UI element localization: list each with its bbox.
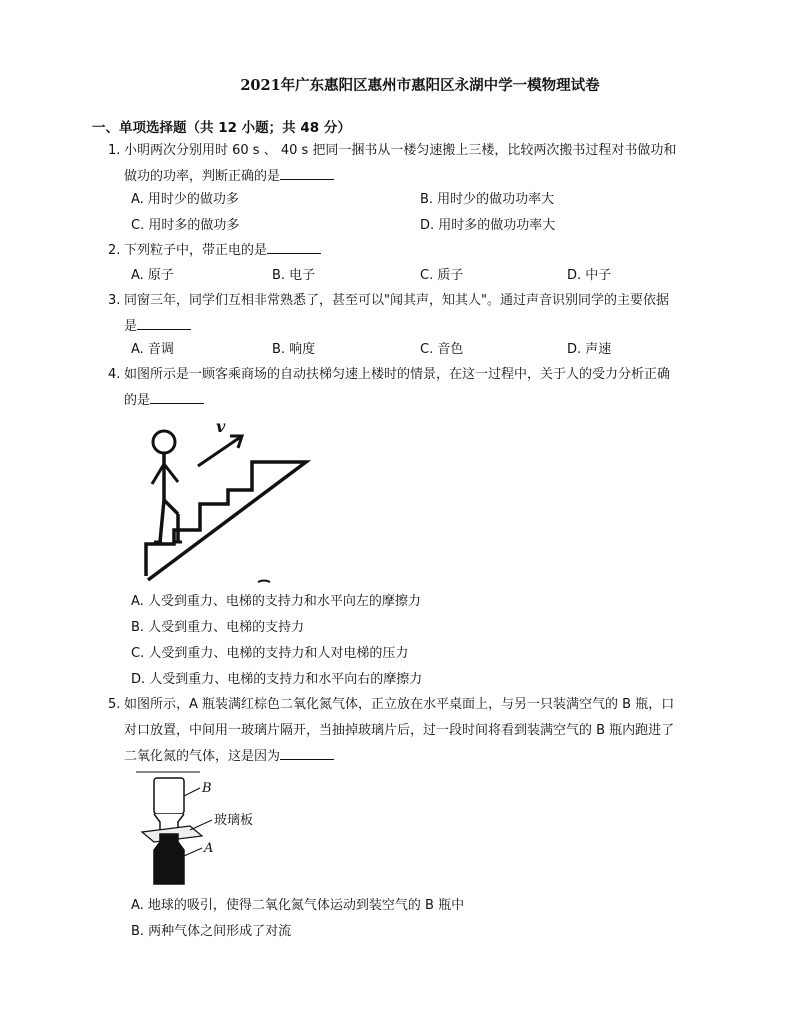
section-title: 一、单项选择题（共 12 小题；共 48 分） xyxy=(92,120,351,136)
option-a[interactable]: A. 音调 xyxy=(131,342,174,357)
option-d[interactable]: D. 用时多的做功功率大 xyxy=(420,218,556,233)
option-b[interactable]: B. 响度 xyxy=(272,342,316,357)
question-text: 同窗三年，同学们互相非常熟悉了，甚至可以"闻其声，知其人"。通过声音识别同学的主要依据 xyxy=(124,293,669,308)
question-text: 小明两次分别用时 60 s 、 40 s 把同一捆书从一楼匀速搬上三楼，比较两次搬书过程对书做功和 xyxy=(124,143,677,158)
option-a[interactable]: A. 用时少的做功多 xyxy=(131,192,239,207)
question-number: 5. xyxy=(108,697,121,712)
escalator-figure xyxy=(138,418,313,586)
answer-blank xyxy=(137,315,191,330)
option-b[interactable]: B. 用时少的做功功率大 xyxy=(420,192,555,207)
gas-bottles-figure xyxy=(128,766,278,888)
option-c[interactable]: C. 用时多的做功多 xyxy=(131,218,240,233)
question-number: 1. xyxy=(108,143,121,158)
option-a[interactable]: A. 人受到重力、电梯的支持力和水平向左的摩擦力 xyxy=(131,594,421,609)
question-1 xyxy=(108,138,708,190)
question-text: 下列粒子中，带正电的是 xyxy=(124,243,268,258)
option-b[interactable]: B. 人受到重力、电梯的支持力 xyxy=(131,620,305,635)
page-title: 2021年广东惠阳区惠州市惠阳区永湖中学一模物理试卷 xyxy=(240,77,600,94)
glass-plate-label: 玻璃板 xyxy=(214,813,254,828)
question-4 xyxy=(108,362,708,414)
answer-blank xyxy=(267,239,321,254)
question-text: 如图所示是一顾客乘商场的自动扶梯匀速上楼时的情景，在这一过程中，关于人的受力分析正确 xyxy=(124,367,671,382)
question-number: 3. xyxy=(108,293,121,308)
option-c[interactable]: C. 音色 xyxy=(420,342,464,357)
question-text: 做功的功率，判断正确的是 xyxy=(124,169,281,184)
bottle-b-label: B xyxy=(202,781,212,796)
question-text: 如图所示，A 瓶装满红棕色二氧化氮气体，正立放在水平桌面上，与另一只装满空气的 B 瓶，口 xyxy=(124,697,675,712)
question-number: 4. xyxy=(108,367,121,382)
option-d[interactable]: D. 中子 xyxy=(567,268,612,283)
answer-blank xyxy=(280,745,334,760)
question-number: 2. xyxy=(108,243,121,258)
question-text: 是 xyxy=(124,319,138,334)
option-a[interactable]: A. 原子 xyxy=(131,268,174,283)
option-c[interactable]: C. 质子 xyxy=(420,268,464,283)
bottle-a-label: A xyxy=(204,841,214,856)
question-3 xyxy=(108,288,708,340)
option-d[interactable]: D. 声速 xyxy=(567,342,612,357)
velocity-label: v xyxy=(216,418,226,436)
question-5 xyxy=(108,692,708,770)
answer-blank xyxy=(150,389,204,404)
answer-blank xyxy=(280,165,334,180)
question-2 xyxy=(108,238,708,264)
option-d[interactable]: D. 人受到重力、电梯的支持力和水平向右的摩擦力 xyxy=(131,672,423,687)
option-b[interactable]: B. 电子 xyxy=(272,268,316,283)
question-text: 对口放置，中间用一玻璃片隔开，当抽掉玻璃片后，过一段时间将看到装满空气的 B 瓶内跑进了 xyxy=(124,723,675,738)
option-a[interactable]: A. 地球的吸引，使得二氧化氮气体运动到装空气的 B 瓶中 xyxy=(131,898,465,913)
question-text: 的是 xyxy=(124,393,151,408)
option-c[interactable]: C. 人受到重力、电梯的支持力和人对电梯的压力 xyxy=(131,646,409,661)
question-text: 二氧化氮的气体，这是因为 xyxy=(124,749,281,764)
option-b[interactable]: B. 两种气体之间形成了对流 xyxy=(131,924,292,939)
